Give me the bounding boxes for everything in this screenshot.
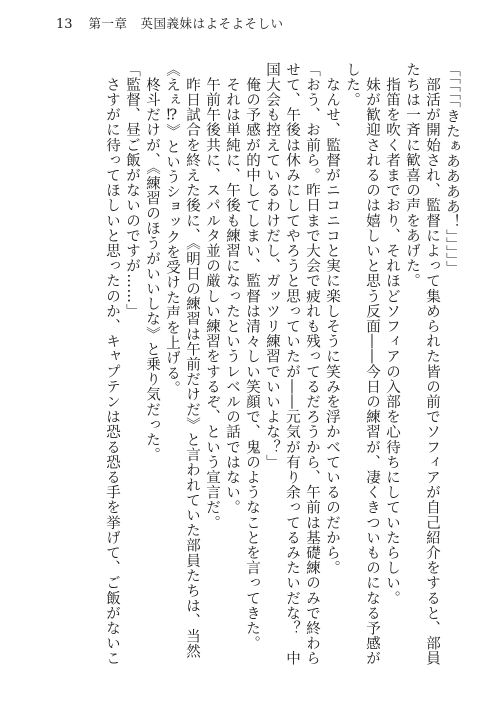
- novel-text-body: [42, 62, 462, 668]
- text-line: 指笛を吹く者までおり、それほどソフィアの入部を心待ちにしていたらしい。: [384, 62, 400, 606]
- text-line: 俺の予感が的中してしまい、監督は清々しい笑顔で、鬼のようなことを言ってきた。: [244, 62, 260, 651]
- text-line: 柊斗だけが、《練習のほうがいいしな》と乗り気だった。: [144, 62, 160, 463]
- text-line: せて、午後は休みにしてやろうと思っていたが――元気が有り余ってるみたいだな？ 中: [284, 62, 300, 666]
- text-line: たちは一斉に歓喜の声をあげた。: [404, 62, 420, 289]
- text-line: それは単純に、午後も練習になったというレベルの話ではない。: [224, 62, 240, 515]
- text-line: さすがに待ってほしいと思ったのか、キャプテンは恐る恐る手を挙げて、ご飯がないこ: [104, 62, 120, 666]
- text-line: 国大会も控えているわけだし、ガッツリ練習でいいよな？」: [264, 62, 280, 470]
- text-line: 「「「「「きたぁああああ！」」」」」: [444, 62, 460, 276]
- text-line: した。: [344, 62, 360, 108]
- page-number: 13: [56, 17, 73, 32]
- page-header: [56, 14, 284, 32]
- text-line: なんせ、監督がニコニコと実に楽しそうに笑みを浮かべているのだから。: [324, 62, 340, 576]
- text-line: 「監督、昼ご飯がないのですが……」: [124, 62, 140, 319]
- text-line: 《えぇ⁉》というショックを受けた声を上げる。: [164, 62, 180, 396]
- text-line: 部活が開始され、監督によって集められた皆の前でソフィアが自己紹介をすると、部員: [424, 62, 440, 666]
- chapter-title: 第一章 英国義妹はよそよそしい: [88, 16, 284, 31]
- text-line: 「おう、お前ら。昨日まで大会で疲れも残ってるだろうから、午前は基礎練のみで終わら: [304, 62, 320, 666]
- text-line: 昨日試合を終えた後に、《明日の練習は午前だけだ》と言われていた部員たちは、当然: [184, 62, 200, 659]
- text-line: 午前午後共に、スパルタ並の厳しい練習をするぞ、という宣言だ。: [204, 62, 220, 531]
- text-line: 妹が歓迎されるのは嬉しいと思う反面――今日の練習が、凄くきついものになる予感が: [364, 62, 380, 666]
